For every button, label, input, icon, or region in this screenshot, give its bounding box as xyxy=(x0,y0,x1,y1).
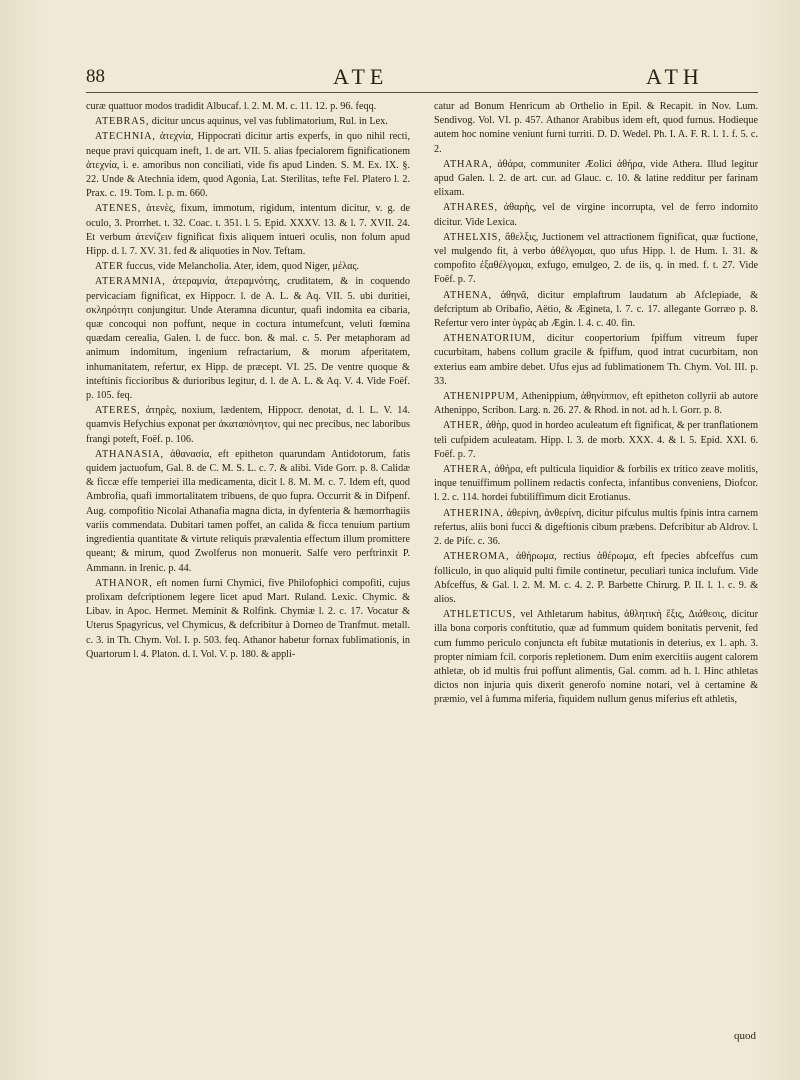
entry-headword: ATERAMNIA, xyxy=(95,276,166,288)
entry-text: ἀτηρὲς, noxium, lædentem, Hippocr. denotat, d. l. L. V. 14. quamvis Hefychius exponat per ἀκαταπόνητον, qui nec precibus, nec laboribus frangi poteft, Foëf. p. 106. xyxy=(86,405,410,445)
running-head-left: ATE xyxy=(333,64,389,89)
entry-text: ἀθερίνη, ἀνθερίνη, dicitur pifculus multis fpinis intra carnem refertus, aliis boni fucci & digeftionis cibum præbens. Defcribitur ab Aldrov. l. 2. de Pifc. c. 36. xyxy=(434,507,758,548)
entry-headword: ATERES, xyxy=(95,405,141,417)
entry-text: ἀθάρα, communiter Æolici ἀθήρα, vide Athera. Illud legitur apud Galen. l. 2. de art. cur. ad Glauc. c. 10. & latine redditur per farinam elixam. xyxy=(434,158,758,199)
entry-headword: ATHENA, xyxy=(443,289,492,301)
dictionary-entry xyxy=(434,201,758,229)
entry-headword: ATHARA, xyxy=(443,158,493,170)
entry-headword: ATHENIPPUM, xyxy=(443,391,519,403)
dictionary-entry xyxy=(86,448,410,576)
entry-headword: ATEBRAS, xyxy=(95,116,150,128)
entry-text: ἀθὴρ, quod in hordeo aculeatum eft fignificat, & per tranflationem teli cufpidem aculeatam. Hipp. l. 3. de morb. XXX. 4. & l. 5. Epid. XXI. 6. Foëf. p. 7. xyxy=(434,420,758,460)
entry-text: ἀτεχνία, Hippocrati dicitur artis experfs, in quo nihil recti, neque pravi quicquam ineft, 1. de art. VII. 5. alias fpecialorem fignificationem ἀτεχνία, i. e. amoribus non conciliati, vide fis apud Linden. S. M. Ex. IX. §. 22. Unde & Atechnia idem, quod Agonia, Lat. Sterilitas, tefte Fel. Platero l. 2. Prax. c. 19. Tom. I. p. m. 660. xyxy=(86,131,410,200)
dictionary-entry xyxy=(434,608,758,707)
dictionary-entry xyxy=(434,390,758,418)
entry-headword: ATHENATORIUM, xyxy=(443,333,536,345)
entry-text: eft nomen furni Chymici, five Philofophici compofiti, cujus prolixam defcriptionem legere licet apud Mart. Ruland. Lexic. Chymic. & Libav. in Apoc. Hermet. Meminit & Rolfink. Chymiæ l. 2. c. 17. Vocatur & Uterus Spagyricus, vel Chymicus, & defcribitur à Dorneo de Tranfmut. metall. c. 3. in Th. Chym. Vol. I. p. 503. feq. Athanor habetur fornax fublimationis, in Quartorum l. 4. Platon. d. l. Vol. V. p. 180. & appli- xyxy=(86,577,410,660)
entry-text: dicitur uncus aquinus, vel vas fublimatorium, Rul. in Lex. xyxy=(149,116,388,128)
page-number: 88 xyxy=(86,66,105,87)
entry-headword: ATHANASIA, xyxy=(95,448,164,460)
entry-text: ἀθήρωμα, rectius ἀθέρωμα, eft fpecies abfceffus cum folliculo, in quo aliquid pulti fimile continetur, peculiari tunica inclufum. Vide Abfceffus, & Gal. l. 2. M. M. c. 4. 2. P. Barbette Chirurg. P. II. l. 1. c. 9. & alios. xyxy=(434,551,758,605)
entry-headword: ATHLETICUS, xyxy=(443,609,517,621)
dictionary-entry xyxy=(434,231,758,288)
text-columns xyxy=(86,100,758,1040)
dictionary-entry xyxy=(86,130,410,201)
entry-text: ἀθήρα, eft pulticula liquidior & forbilis ex tritico zeave molitis, inque tenuiffimum pollinem redactis confecta, infantibus conveniens, Diofcor. l. 2. c. 114. hordei fubtiliffimum dicit Erotianus. xyxy=(434,464,758,504)
entry-text: ἀτενὲς, fixum, immotum, rigidum, intentum dicitur, v. g. de oculo, 3. Prorrhet. t. 32. Coac. t. 351. l. 5. Epid. XXXV. 13. & l. 7. XVII. 24. Et verbum ἀτενίζειν fignificat fixis aliquem intueri oculis, non folum apud Hipp. d. l. 7. XV. 31. fed & aliquoties in Nov. Teftam. xyxy=(86,203,410,258)
entry-text: ἀτεραμνία, ἀτεραμνότης, cruditatem, & in coquendo pervicaciam fignificat, ex Hippocr. l. de A. L. & Aq. VII. 5. ubi duritiei, σκληρότητι conjungitur. Unde Ateramna dicuntur, quafi indomita ea cibaria, quæ concoqui non poffunt, neque in coctura intumefcunt, veluti fœmina quædam cerealia, Galen. l. de fucc. bon. & mal. c. 5. Per metaphoram ad animum indomitum, ingenium refractarium, & morum afperitatem, inhumanitatem, refertur, ex Hipp. de præcept. VI. 25. De ventre quoque & inteftinis ficcioribus & durioribus legitur, d. l. de A. L. & Aq. V. 4. Vide Foëf. p. 105. feq. xyxy=(86,276,410,402)
running-head-right: ATH xyxy=(646,64,704,89)
entry-text: dicitur coopertorium fpiffum vitreum fuper cucurbitam, habens collum gracile & fpiffum, quod intrat cucurbitam, non exterius eam ambire debet. Ufus ejus ad fublimationem Th. Chym. Vol. III. p. 33. xyxy=(434,333,758,387)
dictionary-entry xyxy=(86,100,410,114)
entry-headword: ATHEROMA, xyxy=(443,551,510,563)
dictionary-entry xyxy=(86,202,410,259)
dictionary-entry xyxy=(86,577,410,662)
entry-headword: ATHERINA, xyxy=(443,507,504,519)
entry-headword: ATHER, xyxy=(443,420,484,432)
dictionary-entry xyxy=(86,275,410,403)
entry-headword: ATHANOR, xyxy=(95,577,153,589)
entry-text: catur ad Bonum Henricum ab Orthelio in Epil. & Recapit. in Nov. Lum. Sendivog. Vol. VI. p. 457. Athanor Arabibus idem eft, quod furnus. Hodieque autem hoc nomine veniunt furni turriti. D. D. Wedel. Ph. I. A. F. R. l. 1. f. 5. c. 2. xyxy=(434,101,758,155)
dictionary-entry xyxy=(434,289,758,332)
dictionary-entry xyxy=(434,550,758,607)
dictionary-entry xyxy=(434,507,758,550)
left-column xyxy=(86,100,410,1040)
dictionary-entry xyxy=(86,260,410,274)
dictionary-entry xyxy=(86,115,410,129)
entry-text: ἄθελξις, Juctionem vel attractionem fignificat, quæ fuctione, vel mulgendo fit, à verbo ἀθέλγομαι, quo ufus Hipp. l. de Hum. l. 31. & compofito ἐξαθέλγομαι, exfugo, emulgeo, 2. de iis, q. in med. f. t. 27. Vide Foëf. p. 7. xyxy=(434,231,758,286)
catchword: quod xyxy=(734,1030,756,1042)
dictionary-entry xyxy=(434,332,758,389)
dictionary-entry xyxy=(434,158,758,201)
entry-headword: ATENES, xyxy=(95,203,142,215)
running-header xyxy=(86,64,758,93)
entry-text: ἀθαρὴς, vel de virgine incorrupta, vel de ferro indomito dicitur. Vide Lexica. xyxy=(434,202,758,228)
entry-headword: ATHERA, xyxy=(443,464,492,476)
dictionary-entry xyxy=(434,100,758,157)
right-column xyxy=(434,100,758,1040)
entry-headword: ATER xyxy=(95,261,124,273)
entry-text: curæ quattuor modos tradidit Albucaf. l. 2. M. M. c. 11. 12. p. 96. feqq. xyxy=(86,101,377,112)
dictionary-entry xyxy=(86,404,410,447)
entry-headword: ATECHNIA, xyxy=(95,131,156,143)
dictionary-entry xyxy=(434,419,758,462)
entry-text: ἀθηνᾶ, dicitur emplaftrum laudatum ab Afclepiade, & defcriptum ab Oribafio, Aëtio, & Ægineta, l. 7. c. 17. allegante Gorræo p. 8. Refertur vero inter ὑγρὰς ab Ægin. l. 4. c. 40. fin. xyxy=(434,289,758,330)
entry-headword: ATHELXIS, xyxy=(443,231,502,243)
entry-text: vel Athletarum habitus, ἀθλητικὴ ἕξις, Διάθεσις, dicitur illa bona corporis conftitutio, quæ ad fummum quidem bonitatis pervenit, fed cum fummo periculo conjuncta eft fubitæ mutationis in deterius, ex 1. aph. 3. propter nimiam fcil. corporis repletionem. Dum enim exercitiis augent calorem athletæ, ob id multis frui poffunt alimentis, Gal. comm. ad h. l. Hinc athletas dictos non injuria quis dixerit generofo nomine notari, vel à certamine & præmio, vel à fumma miferia, fiquidem nullum genus miferius eft athletis, xyxy=(434,609,758,706)
entry-text: Athenippium, ἀθηνίππιον, eft epitheton collyrii ab autore Athenippo, Scribon. Larg. n. 26. 27. & Rhod. in not. ad h. l. Gorr. p. 8. xyxy=(434,391,758,417)
dictionary-entry xyxy=(434,463,758,506)
entry-text: fuccus, vide Melancholia. Ater, idem, quod Niger, μέλας. xyxy=(123,261,360,273)
entry-text: ἀθανασία, eft epitheton quarundam Antidotorum, fatis quidem jactuofum, Gal. 8. de C. M. S. L. c. 7. & alibi. Vide Gorr. p. 8. Calidæ & ficcæ effe temperiei illa medicamenta, dicit l. 8. M. M. c. 7. Idem eft, quod Ambrofia, quafi immortalitatem tribuens, de quo fupra. Occurrit & in Difpenf. Aug. compofitio Nicolai Athanafia magna dicta, in dyfenteria & hæmorrhagiis variis commendata. Dubitari tamen poffet, an calida & ficca tenuium partium ingredientia quantitate & virtute reliquis prævalentia effectum illum promittere queant; & mirum, quod Zwolferus non monuerit. Salfe vero perftrinxit P. Ammann. in Irenic. p. 44. xyxy=(86,448,410,574)
entry-headword: ATHARES, xyxy=(443,202,498,214)
